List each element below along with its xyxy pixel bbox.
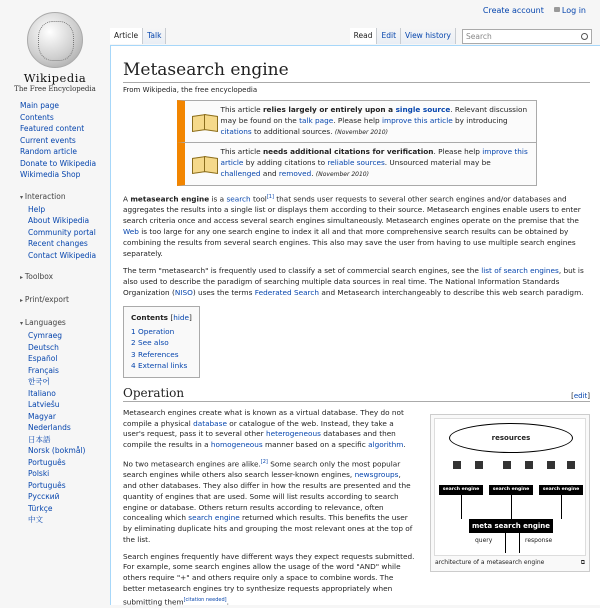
- resources-cloud: resources: [449, 423, 573, 453]
- lang-link[interactable]: Magyar: [28, 411, 56, 421]
- notice-text: by introducing: [452, 115, 508, 125]
- notice-text: .: [311, 168, 316, 178]
- languages-list: [20, 330, 108, 526]
- toc-title: Contents: [131, 313, 169, 323]
- para-text: manner based on a specific: [262, 440, 369, 450]
- architecture-figure: [430, 414, 590, 572]
- tab-talk-label[interactable]: Talk: [147, 31, 162, 40]
- lang-link[interactable]: Latviešu: [28, 400, 60, 409]
- toc-item-see-also[interactable]: 2 See also: [131, 338, 169, 348]
- search-icon[interactable]: [581, 33, 588, 40]
- section-edit-link[interactable]: edit: [573, 391, 588, 400]
- book-icon: [192, 155, 218, 173]
- lang-link[interactable]: Cymraeg: [28, 331, 63, 340]
- para-text: The term "metasearch" is frequently used to classify a set of commercial search engines, see the: [123, 266, 482, 276]
- sidebar-navigation: [20, 100, 108, 181]
- resource-block: [503, 461, 511, 469]
- connector-line: [511, 495, 512, 519]
- para-text: tool: [250, 194, 267, 204]
- lang-link[interactable]: 日本語: [28, 434, 51, 444]
- notice-date: (November 2010): [334, 128, 388, 136]
- para-text: , and other databases. They also differ in how the results are presented and the quantity of engines that are used. Some will list results according to search engine or database. Others return results according to relevance, often concealing which: [123, 470, 411, 523]
- lock-icon: [554, 7, 560, 12]
- interaction-heading[interactable]: ▾ Interaction: [20, 191, 108, 204]
- lang-link[interactable]: 한국어: [28, 377, 50, 386]
- citations-link[interactable]: citations: [220, 126, 252, 136]
- lang-link[interactable]: 中文: [28, 515, 43, 524]
- citation-link[interactable]: [1]: [266, 193, 274, 200]
- print-export-heading[interactable]: ▸ Print/export: [20, 294, 108, 307]
- sidebar-item-current-events[interactable]: Current events: [20, 135, 76, 145]
- sidebar-item-main-page[interactable]: Main page: [20, 101, 60, 110]
- federated-search-link[interactable]: Federated Search: [254, 288, 320, 298]
- sidebar-item-donate[interactable]: Donate to Wikipedia: [20, 158, 97, 168]
- search-engine-box: search engine: [439, 485, 483, 495]
- view-tabs: [350, 28, 592, 44]
- para-text: Some search only the most popular search engines while others also search lesser-known engines,: [123, 459, 401, 480]
- notice-single-source: [177, 100, 537, 143]
- newsgroups-link[interactable]: newsgroups: [354, 470, 399, 480]
- notice-date: (November 2010): [315, 170, 369, 178]
- meta-search-engine-box: meta search engine: [469, 519, 553, 533]
- sidebar-item-contents[interactable]: Contents: [20, 112, 54, 122]
- tab-read-label[interactable]: Read: [353, 31, 373, 40]
- resource-block: [567, 461, 575, 469]
- log-in-link[interactable]: Log in: [561, 6, 586, 15]
- resource-block: [453, 461, 461, 469]
- architecture-diagram[interactable]: [434, 418, 586, 556]
- create-account-link[interactable]: Create account: [482, 6, 544, 15]
- para-text: and Metasearch interchangeably to describe this web search paradigm.: [319, 288, 584, 298]
- notice-text: . Relevant discussion may be found on the: [220, 105, 528, 125]
- second-paragraph: [123, 265, 590, 298]
- tab-talk[interactable]: [143, 28, 166, 44]
- connector-line: [561, 495, 562, 519]
- notice-text: . Please help: [433, 147, 483, 157]
- notice-text: . Please help: [333, 115, 382, 125]
- para-text: that sends user requests to several other search engines and/or databases and aggregates the results into a single list or displays them according to their source. Metasearch engines enable users to enter search criteria once and access several search engines simultaneously. Metasearch engines operate on the premise that the: [123, 194, 581, 226]
- homogeneous-link[interactable]: homogeneous: [210, 440, 263, 450]
- sidebar-item-random[interactable]: Random article: [20, 147, 77, 156]
- search-input[interactable]: [462, 29, 592, 44]
- lang-link[interactable]: Português: [28, 480, 66, 490]
- para-text: Metasearch engines create what is known as a virtual database. They do not compile a physical: [123, 407, 404, 428]
- notice-bold: relies largely or entirely upon a: [262, 105, 396, 114]
- lang-link[interactable]: Français: [28, 365, 59, 375]
- notice-text: to additional sources.: [251, 126, 335, 136]
- notice-text: . Unsourced material may be: [384, 158, 491, 168]
- tab-view-history-label[interactable]: View history: [405, 31, 451, 40]
- para-text: Search engines frequently have different ways they expect requests submitted. For example, some search engines allow the usage of the word "AND" while others require "+" and others require only a space to combine words. The better metasearch engines try to synthesize requests appropriately when submitting them: [123, 551, 415, 607]
- namespace-tabs: [110, 28, 166, 44]
- search-engine-link[interactable]: search engine: [188, 513, 240, 523]
- toc-hide-link[interactable]: hide: [173, 313, 189, 323]
- login-item: [554, 6, 586, 15]
- search-placeholder: Search: [466, 31, 492, 41]
- logo-tagline: The Free Encyclopedia: [14, 85, 96, 93]
- response-label: response: [525, 536, 553, 544]
- lang-link[interactable]: Türkçe: [28, 503, 53, 513]
- para-text: or catalogue of the web. Instead, they take a user's request, pass it to several other: [123, 418, 394, 439]
- tab-article[interactable]: [110, 28, 143, 44]
- citation-needed-link[interactable]: [citation needed]: [183, 596, 227, 603]
- algorithm-link[interactable]: algorithm: [368, 440, 404, 450]
- tab-view-history[interactable]: [401, 28, 456, 44]
- wikipedia-logo[interactable]: [0, 0, 110, 100]
- operation-paragraph-1: [123, 408, 415, 451]
- tab-read[interactable]: [350, 28, 378, 44]
- personal-tools: [483, 6, 586, 15]
- citation-link[interactable]: [2]: [260, 458, 268, 465]
- enlarge-icon[interactable]: ⧉: [580, 558, 585, 566]
- para-text: , but is also used to describe the paradigm of searching multiple data sources in real time. The National Information Standards Organization (: [123, 266, 584, 298]
- toc-item-operation[interactable]: 1 Operation: [131, 326, 175, 336]
- removed-link[interactable]: removed: [278, 168, 312, 178]
- para-text: is a: [209, 194, 227, 204]
- tab-article-label[interactable]: Article: [114, 31, 139, 40]
- sidebar-item-recent-changes[interactable]: Recent changes: [28, 239, 88, 248]
- search-link[interactable]: search: [226, 194, 251, 204]
- lang-link[interactable]: Deutsch: [28, 342, 59, 352]
- para-text: .: [226, 597, 229, 607]
- tab-edit-label[interactable]: Edit: [381, 31, 397, 40]
- languages-heading[interactable]: ▾ Languages: [20, 317, 108, 330]
- toolbox-heading[interactable]: ▸ Toolbox: [20, 271, 108, 284]
- section-title: Operation: [123, 385, 185, 400]
- search-engine-box: search engine: [489, 485, 533, 495]
- reliable-sources-link[interactable]: reliable sources: [327, 158, 385, 168]
- improve-article-link[interactable]: improve this article: [220, 147, 528, 168]
- notice-text: and: [260, 168, 279, 178]
- sidebar: [0, 100, 108, 526]
- query-arrow: [505, 533, 506, 553]
- challenged-link[interactable]: challenged: [220, 168, 261, 178]
- notice-text: This article: [220, 147, 263, 157]
- lang-link[interactable]: Norsk (bokmål): [28, 446, 86, 455]
- list-of-search-engines-link[interactable]: list of search engines: [481, 266, 559, 276]
- web-link[interactable]: Web: [123, 227, 139, 237]
- lang-link[interactable]: Español: [28, 354, 58, 363]
- figure-caption: architecture of a metasearch engine: [435, 558, 545, 566]
- section-heading-operation: Operation [edit]: [123, 385, 590, 400]
- logo-wordmark: Wikipedia: [23, 71, 87, 85]
- globe-icon: [27, 12, 83, 68]
- connector-line: [461, 495, 462, 519]
- lang-link[interactable]: Русский: [28, 492, 60, 501]
- site-subtitle: From Wikipedia, the free encyclopedia: [123, 86, 258, 94]
- para-text: .: [403, 440, 406, 450]
- toc-item-references[interactable]: 3 References: [131, 349, 179, 359]
- table-of-contents: Contents [hide] 1 Operation 2 See also 3 References 4 External links: [123, 306, 200, 378]
- operation-paragraph-3: [123, 552, 415, 608]
- para-text: No two metasearch engines are alike.: [123, 459, 261, 469]
- article-content: [110, 45, 600, 605]
- term-bold: metasearch engine: [130, 194, 210, 204]
- resource-block: [475, 461, 483, 469]
- para-text: A: [123, 194, 131, 204]
- response-arrow: [519, 533, 520, 553]
- lang-link[interactable]: Polski: [28, 469, 50, 478]
- lang-link[interactable]: Nederlands: [28, 423, 71, 432]
- sidebar-item-about[interactable]: About Wikipedia: [28, 216, 90, 225]
- para-text: databases and then compile the results in a: [123, 429, 396, 450]
- talk-page-link[interactable]: talk page: [299, 115, 334, 125]
- para-text: returned which results. This benefits the user by eliminating duplicate hits and grouping the most relevant ones at the top of the list.: [123, 513, 413, 544]
- lang-link[interactable]: Português: [28, 457, 66, 467]
- notice-text: by adding citations to: [243, 158, 328, 168]
- lang-link[interactable]: Italiano: [28, 388, 56, 398]
- heterogeneous-link[interactable]: heterogeneous: [265, 429, 321, 439]
- sidebar-item-community[interactable]: Community portal: [28, 227, 96, 237]
- intro-paragraph: [123, 192, 590, 259]
- single-source-link[interactable]: single source: [395, 105, 451, 114]
- toc-item-external-links[interactable]: 4 External links: [131, 361, 188, 371]
- notice-text: This article: [220, 105, 263, 114]
- niso-link[interactable]: NISO: [174, 288, 193, 298]
- sidebar-item-featured[interactable]: Featured content: [20, 124, 85, 133]
- page-title: Metasearch engine: [123, 60, 590, 83]
- para-text: ) uses the terms: [192, 288, 255, 298]
- resource-block: [547, 461, 555, 469]
- resource-block: [525, 461, 533, 469]
- query-label: query: [475, 536, 493, 544]
- search-engine-box: search engine: [539, 485, 583, 495]
- para-text: is too large for any one search engine to index it all and that more comprehensive search results can be obtained by combining the results from several search engines. This also may save the user from having to use multiple search engines separately.: [123, 227, 576, 259]
- sidebar-item-help[interactable]: Help: [28, 204, 46, 214]
- sidebar-item-shop[interactable]: Wikimedia Shop: [20, 170, 81, 179]
- tab-edit[interactable]: [377, 28, 401, 44]
- sidebar-item-contact[interactable]: Contact Wikipedia: [28, 250, 97, 260]
- book-icon: [192, 113, 218, 131]
- notice-citations: [177, 143, 537, 185]
- operation-paragraph-2: [123, 457, 415, 546]
- notice-bold: needs additional citations for verification: [262, 147, 434, 157]
- improve-article-link[interactable]: improve this article: [381, 115, 453, 125]
- database-link[interactable]: database: [193, 418, 227, 428]
